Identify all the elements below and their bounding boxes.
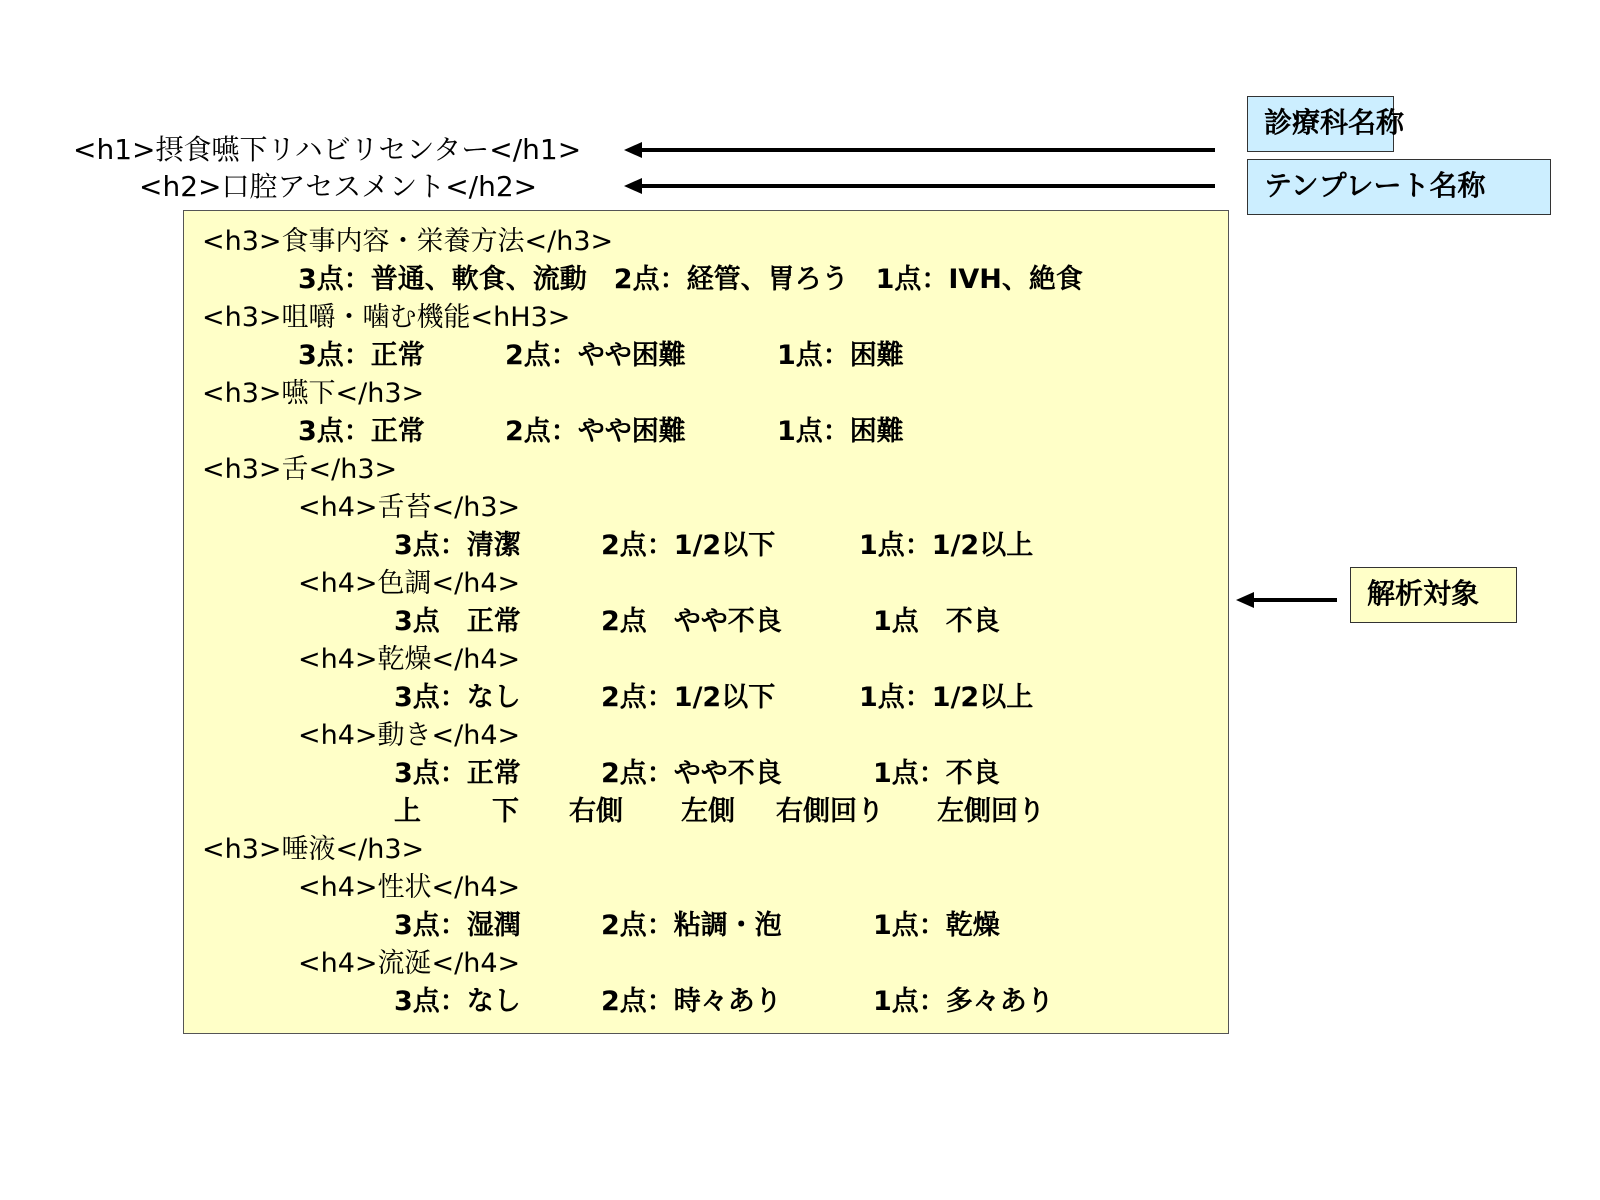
template-name-label: テンプレート名称 (1247, 159, 1551, 215)
move-dir-up: 上 (394, 796, 421, 827)
move-dir-left: 左側 (681, 796, 735, 827)
move-dir-right-around: 右側回り (776, 796, 884, 827)
move-dir-right: 右側 (569, 796, 623, 827)
h1-line: <h1>摂食嚥下リハビリセンター</h1> (73, 133, 582, 166)
h2-line: <h2>口腔アセスメント</h2> (139, 170, 538, 203)
section-saliva-heading: <h3>唾液</h3> (202, 834, 425, 865)
saliva-property-heading: <h4>性状</h4> (298, 872, 521, 903)
move-dir-left-around: 左側回り (937, 796, 1045, 827)
tongue-move-score-3: 3点：正常 (394, 758, 521, 789)
chewing-score-1: 1点：困難 (777, 340, 904, 371)
swallow-score-2: 2点：やや困難 (505, 416, 686, 447)
tongue-dry-score-3: 3点：なし (394, 682, 521, 713)
drooling-score-3: 3点：なし (394, 986, 521, 1017)
saliva-property-score-3: 3点：湿潤 (394, 910, 521, 941)
drooling-heading: <h4>流涎</h4> (298, 948, 521, 979)
arrow-target-head (1236, 592, 1254, 608)
section-chewing-heading: <h3>咀嚼・噛む機能<hH3> (202, 302, 571, 333)
tongue-move-score-2: 2点：やや不良 (601, 758, 782, 789)
saliva-property-score-2: 2点：粘調・泡 (601, 910, 782, 941)
arrow-template-head (624, 178, 642, 194)
arrow-dept-head (624, 142, 642, 158)
dept-name-label: 診療科名称 (1247, 96, 1394, 152)
tongue-color-score-2: 2点 やや不良 (601, 606, 782, 637)
move-dir-down: 下 (492, 796, 519, 827)
saliva-property-score-1: 1点：乾燥 (873, 910, 1000, 941)
drooling-score-2: 2点：時々あり (601, 986, 782, 1017)
analysis-target-label: 解析対象 (1350, 567, 1517, 623)
swallow-score-3: 3点：正常 (298, 416, 425, 447)
tongue-coating-score-2: 2点：1/2以下 (601, 530, 776, 561)
tongue-move-score-1: 1点：不良 (873, 758, 1000, 789)
tongue-move-heading: <h4>動き</h4> (298, 720, 521, 751)
tongue-dry-score-1: 1点：1/2以上 (859, 682, 1034, 713)
section-meal-scores: 3点：普通、軟食、流動 2点：経管、胃ろう 1点：IVH、絶食 (298, 264, 1083, 295)
tongue-coating-score-3: 3点：清潔 (394, 530, 521, 561)
swallow-score-1: 1点：困難 (777, 416, 904, 447)
chewing-score-2: 2点：やや困難 (505, 340, 686, 371)
chewing-score-3: 3点：正常 (298, 340, 425, 371)
tongue-color-score-3: 3点 正常 (394, 606, 521, 637)
tongue-dry-heading: <h4>乾燥</h4> (298, 644, 521, 675)
tongue-coating-heading: <h4>舌苔</h3> (298, 492, 521, 523)
drooling-score-1: 1点：多々あり (873, 986, 1054, 1017)
section-swallow-heading: <h3>嚥下</h3> (202, 378, 425, 409)
tongue-dry-score-2: 2点：1/2以下 (601, 682, 776, 713)
tongue-color-score-1: 1点 不良 (873, 606, 1000, 637)
section-meal-heading: <h3>食事内容・栄養方法</h3> (202, 226, 614, 257)
section-tongue-heading: <h3>舌</h3> (202, 454, 398, 485)
tongue-color-heading: <h4>色調</h4> (298, 568, 521, 599)
tongue-coating-score-1: 1点：1/2以上 (859, 530, 1034, 561)
analysis-target-box (183, 210, 1229, 1034)
